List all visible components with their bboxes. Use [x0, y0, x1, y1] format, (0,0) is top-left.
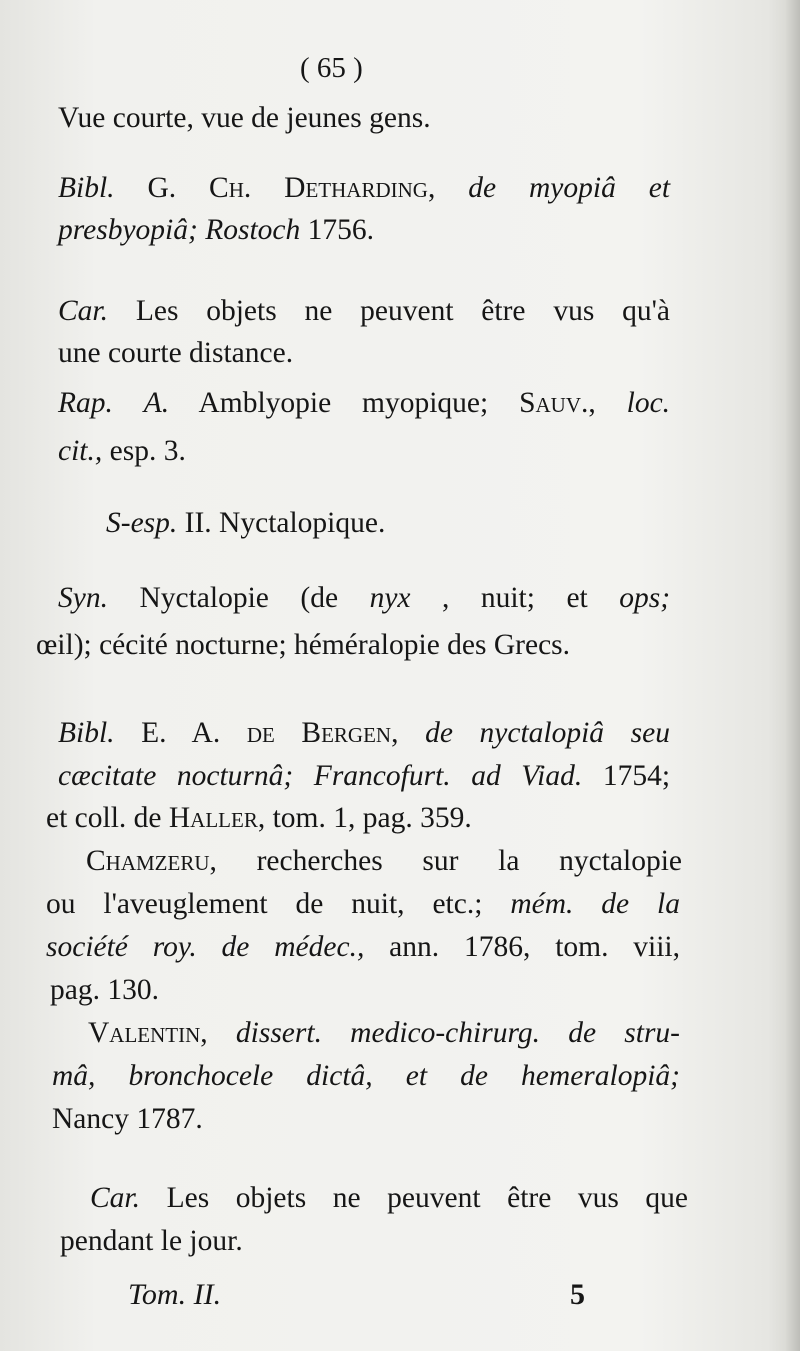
title-myopia: de myopiâ et — [468, 172, 671, 204]
chamzeru-pag: pag. 130. — [50, 974, 159, 1006]
author-valentin: Valentin, — [88, 1017, 208, 1049]
bibl-detharding-line-1 — [58, 170, 670, 206]
chamzeru-text-cont: ou l'aveuglement de nuit, etc.; — [46, 888, 483, 920]
page-edge-shadow — [786, 0, 800, 1351]
bibl-bergen-line-2 — [58, 758, 670, 794]
chamzeru-text: recherches sur la nyctalopie — [256, 845, 682, 877]
syn-label: Syn. — [58, 582, 108, 614]
title-nyctalopia: de nyctalopiâ seu — [425, 717, 670, 749]
tom-pag: tom. 1, pag. 359. — [272, 802, 472, 834]
title-presbyopia: presbyopiâ; — [58, 214, 198, 246]
title-caecitate: cæcitate nocturnâ; Francofurt. ad Viad. — [58, 760, 583, 792]
syn-nuit: , nuit; et — [442, 582, 588, 614]
bibl-bergen-line-1 — [58, 715, 670, 751]
car2-line-2 — [60, 1223, 243, 1259]
car-label: Car. — [58, 295, 109, 327]
place-rostoch: Rostoch — [205, 214, 301, 246]
car-line-2 — [58, 335, 293, 371]
chamzeru-ann: ann. 1786, tom. viii, — [389, 931, 681, 963]
car-text: Les objets ne peuvent être vus qu'à — [135, 295, 671, 327]
page-number: ( 65 ) — [300, 52, 363, 84]
loc-abbrev: loc. — [626, 387, 671, 419]
chamzeru-line-4 — [50, 972, 159, 1008]
car-line-1 — [58, 293, 670, 329]
chamzeru-line-1 — [86, 843, 682, 879]
valentin-line-2 — [52, 1058, 680, 1094]
volume-label: Tom. II. — [128, 1278, 222, 1311]
chamzeru-line-2 — [46, 886, 680, 922]
year-1754: 1754; — [602, 760, 671, 792]
coll-text: et coll. de — [46, 802, 162, 834]
rap-letter: A. — [143, 387, 170, 419]
cit-abbrev: cit., — [58, 435, 103, 467]
esp-number: esp. 3. — [109, 435, 186, 467]
author-chamzeru: Chamzeru, — [86, 845, 217, 877]
rap-line-1 — [58, 385, 670, 421]
valentin-line-3 — [52, 1101, 203, 1137]
bibl-detharding-line-2 — [58, 212, 374, 248]
chamzeru-societe: société roy. de médec., — [46, 931, 365, 963]
valentin-title-cont: mâ, bronchocele dictâ, et de hemeralopiâ; — [52, 1060, 680, 1092]
car2-line-1 — [90, 1180, 688, 1216]
car2-text-cont: pendant le jour. — [60, 1225, 243, 1257]
year-1756: 1756. — [307, 214, 374, 246]
valentin-place: Nancy 1787. — [52, 1103, 203, 1135]
valentin-title: dissert. medico-chirurg. de stru- — [235, 1017, 680, 1049]
author-haller: Haller, — [168, 802, 266, 834]
syn-text: Nyctalopie (de — [139, 582, 339, 614]
valentin-line-1 — [88, 1015, 680, 1051]
bibl-label: Bibl. — [58, 717, 115, 749]
sesp-nyctalopique: II. Nyctalopique. — [184, 507, 386, 539]
syn-nyx: nyx — [369, 582, 411, 614]
chamzeru-line-3 — [46, 929, 680, 965]
author-bergen: E. A. de Bergen, — [141, 717, 399, 749]
sesp-label: S-esp. — [106, 507, 178, 539]
author-detharding: G. Ch. Detharding, — [147, 172, 436, 204]
car-text-cont: une courte distance. — [58, 337, 294, 369]
signature-mark: 5 — [570, 1278, 585, 1311]
author-sauv: Sauv., — [519, 387, 596, 419]
bibl-label: Bibl. — [58, 172, 115, 204]
syn-line-2 — [36, 627, 570, 663]
car-label: Car. — [90, 1182, 141, 1214]
rap-line-2 — [58, 433, 186, 469]
text-line — [58, 100, 431, 136]
line-vue-courte: Vue courte, vue de jeunes gens. — [58, 102, 431, 134]
sous-espece-heading — [106, 505, 385, 541]
rap-amblyopie: Amblyopie myopique; — [198, 387, 489, 419]
bibl-bergen-line-3 — [46, 800, 472, 836]
syn-ops: ops; — [619, 582, 671, 614]
syn-text-cont: œil); cécité nocturne; héméralopie des Grecs. — [36, 629, 571, 661]
rap-label: Rap. — [58, 387, 113, 419]
car2-text: Les objets ne peuvent être vus que — [166, 1182, 688, 1214]
syn-line-1 — [58, 580, 670, 616]
chamzeru-mem: mém. de la — [510, 888, 680, 920]
